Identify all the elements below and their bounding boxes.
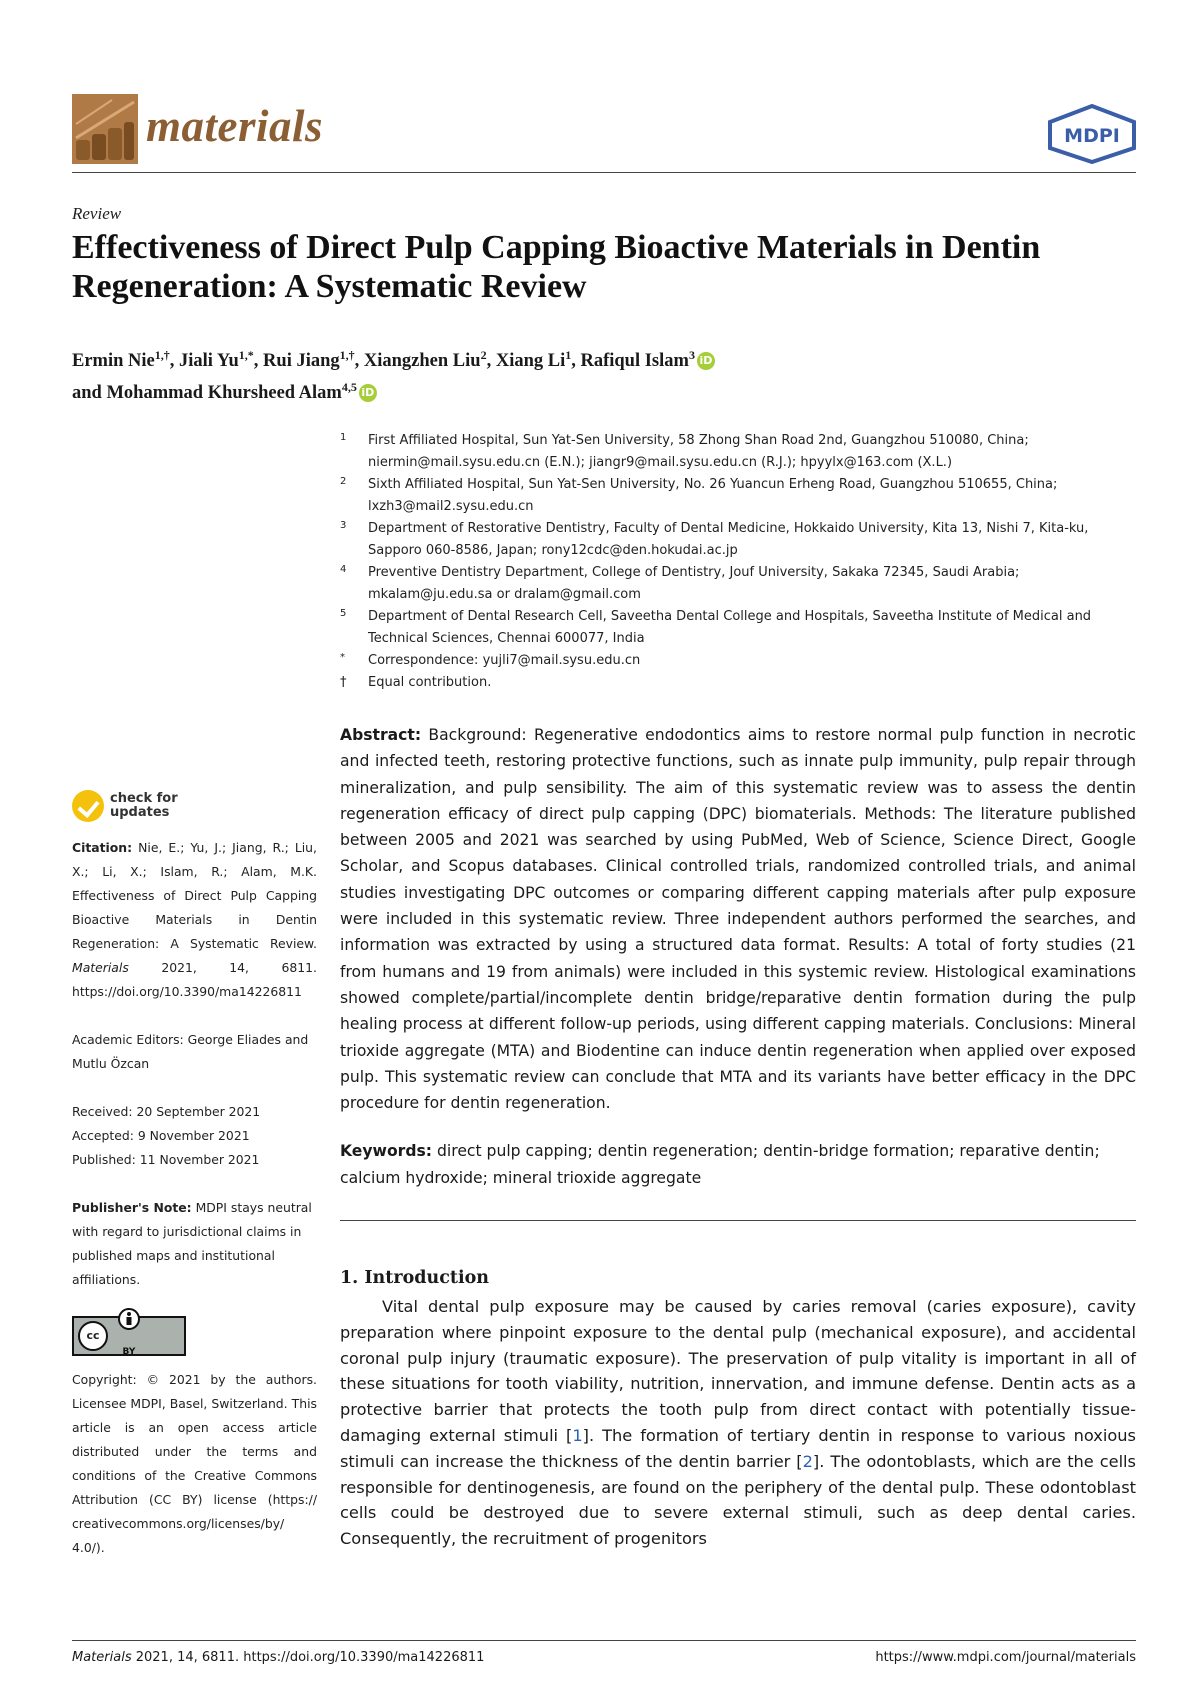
publisher-note-label: Publisher's Note: — [72, 1200, 192, 1215]
affiliation-item — [340, 650, 1140, 672]
author-sup: 4,5 — [341, 380, 357, 395]
affiliation-mark: † — [340, 675, 347, 690]
orcid-icon[interactable]: iD — [359, 384, 377, 402]
affiliation-mark: 5 — [340, 608, 347, 619]
check-icon — [72, 790, 104, 822]
affiliation-mark: 2 — [340, 476, 347, 487]
main-column — [340, 722, 1136, 1191]
article-type: Review — [72, 204, 122, 223]
intro-text: ]. The formation of tertiary dentin in response to various noxious stimuli can increase the thickness of the dentin barrier [ — [340, 1425, 1136, 1471]
orcid-icon[interactable]: iD — [697, 352, 715, 370]
author-sup: 1,* — [238, 348, 254, 362]
publisher-note-text: MDPI stays neutral with regard to jurisdictional claims in published maps and institutional affiliations. — [72, 1200, 312, 1287]
reference-link[interactable]: 2 — [802, 1451, 813, 1471]
introduction-paragraph — [340, 1294, 1136, 1552]
accepted-date: Accepted: 9 November 2021 — [72, 1128, 250, 1143]
affiliation-item — [340, 672, 1140, 694]
author-sup: 1,† — [339, 348, 355, 362]
abstract-label: Abstract: — [340, 726, 422, 744]
correspondence-text: Correspondence: yujli7@mail.sysu.edu.cn — [368, 653, 641, 668]
keywords — [340, 1138, 1136, 1191]
citation-doi-link[interactable]: 2021, 14, 6811. https://doi.org/10.3390/ma14226811 — [72, 960, 317, 999]
citation-journal: Materials — [72, 960, 129, 975]
affiliation-text: Department of Dental Research Cell, Saveetha Dental College and Hospitals, Saveetha Institute of Medical and Technical Sciences, Chennai 600077, India — [368, 609, 1092, 646]
materials-journal-logo-icon — [72, 94, 138, 164]
footer-doi-link[interactable]: 2021, 14, 6811. https://doi.org/10.3390/ma14226811 — [135, 1650, 485, 1665]
check-updates-line1: check for — [110, 791, 178, 806]
authors-conjunction: and — [72, 383, 102, 404]
received-date: Received: 20 September 2021 — [72, 1104, 261, 1119]
affiliation-item — [340, 562, 1140, 606]
affiliation-item — [340, 518, 1140, 562]
copyright-text: Copyright: © 2021 by the authors. Licensee MDPI, Basel, Switzerland. This article is an open access article distributed under the terms and conditions of the Creative Commons Attribution (CC BY) license (https:// creativecommons.org/licenses/by/ 4.0/). — [72, 1372, 317, 1555]
author-name[interactable]: Mohammad Khursheed Alam — [106, 383, 342, 404]
author-sup: 2 — [480, 348, 487, 362]
publisher-note — [72, 1196, 317, 1292]
affiliation-text: Preventive Dentistry Department, College of Dentistry, Jouf University, Sakaka 72345, Saudi Arabia; mkalam@ju.edu.sa or dralam@gmail.com — [368, 565, 1020, 602]
affiliation-text: Department of Restorative Dentistry, Faculty of Dental Medicine, Hokkaido University, Kita 13, Nishi 7, Kita-ku, Sapporo 060-8586, Japan; rony12cdc@den.hokudai.ac.jp — [368, 521, 1089, 558]
footer-citation — [72, 1650, 484, 1665]
affiliation-text: Sixth Affiliated Hospital, Sun Yat-Sen University, No. 26 Yuancun Erheng Road, Guangzhou 510655, China; lxzh3@mail2.sysu.edu.cn — [368, 477, 1058, 514]
affiliation-item — [340, 430, 1140, 474]
abstract-text: Background: Regenerative endodontics aims to restore normal pulp function in necrotic and infected teeth, restoring protective functions, such as innate pulp immunity, pulp repair through mineralization, and pulp sensibility. The aim of this systematic review was to assess the dentin regeneration efficacy of direct pulp capping (DPC) biomaterials. Methods: The literature published between 2005 and 2021 was searched by using PubMed, Web of Science, Science Direct, Google Scholar, and Scopus databases. Clinical controlled trials, randomized controlled trials, and animal studies investigating DPC outcomes or comparing different capping materials after pulp exposure were included in this systematic review. Three independent authors performed the searches, and information was extracted by using a structured data format. Results: A total of forty studies (21 from humans and 19 from animals) were included in this systemic review. Histological examinations showed complete/partial/incomplete dentin bridge/reparative dentin formation during the pulp healing process at different follow-up periods, using different capping materials. Conclusions: Mineral trioxide aggregate (MTA) and Biodentine can induce dentin regeneration when applied over exposed pulp. This systematic review can conclude that MTA and its variants have better efficacy in the DPC procedure for dentin regeneration. — [340, 726, 1136, 1113]
person-icon — [116, 1308, 142, 1330]
cc-icon: cc — [78, 1321, 108, 1351]
author-list — [72, 342, 1136, 406]
keywords-text: direct pulp capping; dentin regeneration; dentin-bridge formation; reparative dentin; calcium hydroxide; mineral trioxide aggregate — [340, 1142, 1100, 1187]
citation-text: Nie, E.; Yu, J.; Jiang, R.; Liu, X.; Li, X.; Islam, R.; Alam, M.K. Effectiveness of Direct Pulp Capping Bioactive Materials in Dentin Regeneration: A Systematic Review. — [72, 840, 317, 951]
author-sup: 3 — [688, 348, 695, 362]
footer-rule — [72, 1640, 1136, 1641]
keywords-label: Keywords: — [340, 1142, 433, 1161]
reference-link[interactable]: 1 — [572, 1425, 583, 1445]
section-heading-introduction: 1. Introduction — [340, 1268, 489, 1288]
intro-text: ]. The odontoblasts, which are the cells responsible for dentinogenesis, are found on the periphery of the dental pulp. These odontoblast cells could be destroyed due to severe external stimuli, such as deep dental caries. Consequently, the recruitment of progenitors — [340, 1451, 1136, 1549]
article-title: Effectiveness of Direct Pulp Capping Bioactive Materials in Dentin Regeneration: A Systematic Review — [72, 229, 1041, 305]
author-name[interactable]: Xiangzhen Liu — [363, 351, 481, 372]
mdpi-logo-text: MDPI — [1064, 125, 1120, 147]
author-name[interactable]: Rafiqul Islam — [580, 351, 689, 372]
check-updates-label — [110, 792, 178, 820]
author-sup: 1,† — [154, 348, 170, 362]
academic-editors: Academic Editors: George Eliades and Mutlu Özcan — [72, 1032, 309, 1071]
author-sup: 1 — [565, 348, 572, 362]
affiliations — [340, 430, 1140, 694]
check-updates-line2: updates — [110, 805, 170, 820]
affiliation-mark: 4 — [340, 564, 347, 575]
affiliation-mark: 1 — [340, 432, 347, 443]
dates-block — [72, 1100, 317, 1172]
authors-line-1: Ermin Nie$^{1,\dagger}$, Jiali $Yu^{1,*}$, Rui Jiang$^{1,\dagger}$, Xiangzhen Liu$^2$, Xiang Li$^1$, Rafiqul Islam$^3$ iD — [72, 342, 1136, 374]
attribution-icon — [116, 1308, 142, 1364]
affiliation-item — [340, 474, 1140, 518]
intro-text: Vital dental pulp exposure may be caused by caries removal (caries exposure), cavity preparation where pinpoint exposure to the dental pulp (mechanical exposure), and accidental coronal pulp injury (traumatic exposure). The preservation of pulp vitality is important in all of these situations for tooth viability, nutrition, innervation, and immune defense. Dentin acts as a protective barrier that protects the tooth pulp from direct contact with potentially tissue-damaging external stimuli [ — [340, 1297, 1136, 1445]
journal-name: materials — [146, 101, 324, 151]
footer-journal: Materials — [72, 1650, 132, 1665]
abstract — [340, 722, 1136, 1116]
sidebar — [72, 790, 317, 1560]
author-name[interactable]: Jiali Yu — [178, 351, 239, 372]
cc-by-label: BY — [122, 1347, 136, 1357]
author-name[interactable]: Ermin Nie — [72, 351, 155, 372]
affiliation-item — [340, 606, 1140, 650]
equal-contribution-text: Equal contribution. — [368, 675, 492, 690]
authors-line-2 — [72, 374, 1136, 406]
affiliation-text: First Affiliated Hospital, Sun Yat-Sen University, 58 Zhong Shan Road 2nd, Guangzhou 510080, China; niermin@mail.sysu.edu.cn (E.N.); jiangr9@mail.sysu.edu.cn (R.J.); hpyylx@163.com (X.L.) — [368, 433, 1029, 470]
citation-label: Citation: — [72, 840, 133, 855]
mdpi-logo-icon — [1046, 104, 1138, 164]
published-date: Published: 11 November 2021 — [72, 1152, 260, 1167]
cc-by-license-badge[interactable] — [72, 1316, 186, 1356]
affiliation-mark: * — [340, 652, 345, 663]
footer-journal-url[interactable]: https://www.mdpi.com/journal/materials — [875, 1650, 1136, 1665]
affiliation-mark: 3 — [340, 520, 347, 531]
header-rule — [72, 172, 1136, 173]
check-for-updates-button[interactable] — [72, 790, 317, 822]
author-name[interactable]: Rui Jiang — [263, 351, 340, 372]
author-name[interactable]: Xiang Li — [495, 351, 566, 372]
section-divider — [340, 1220, 1136, 1221]
citation-block — [72, 836, 317, 1004]
